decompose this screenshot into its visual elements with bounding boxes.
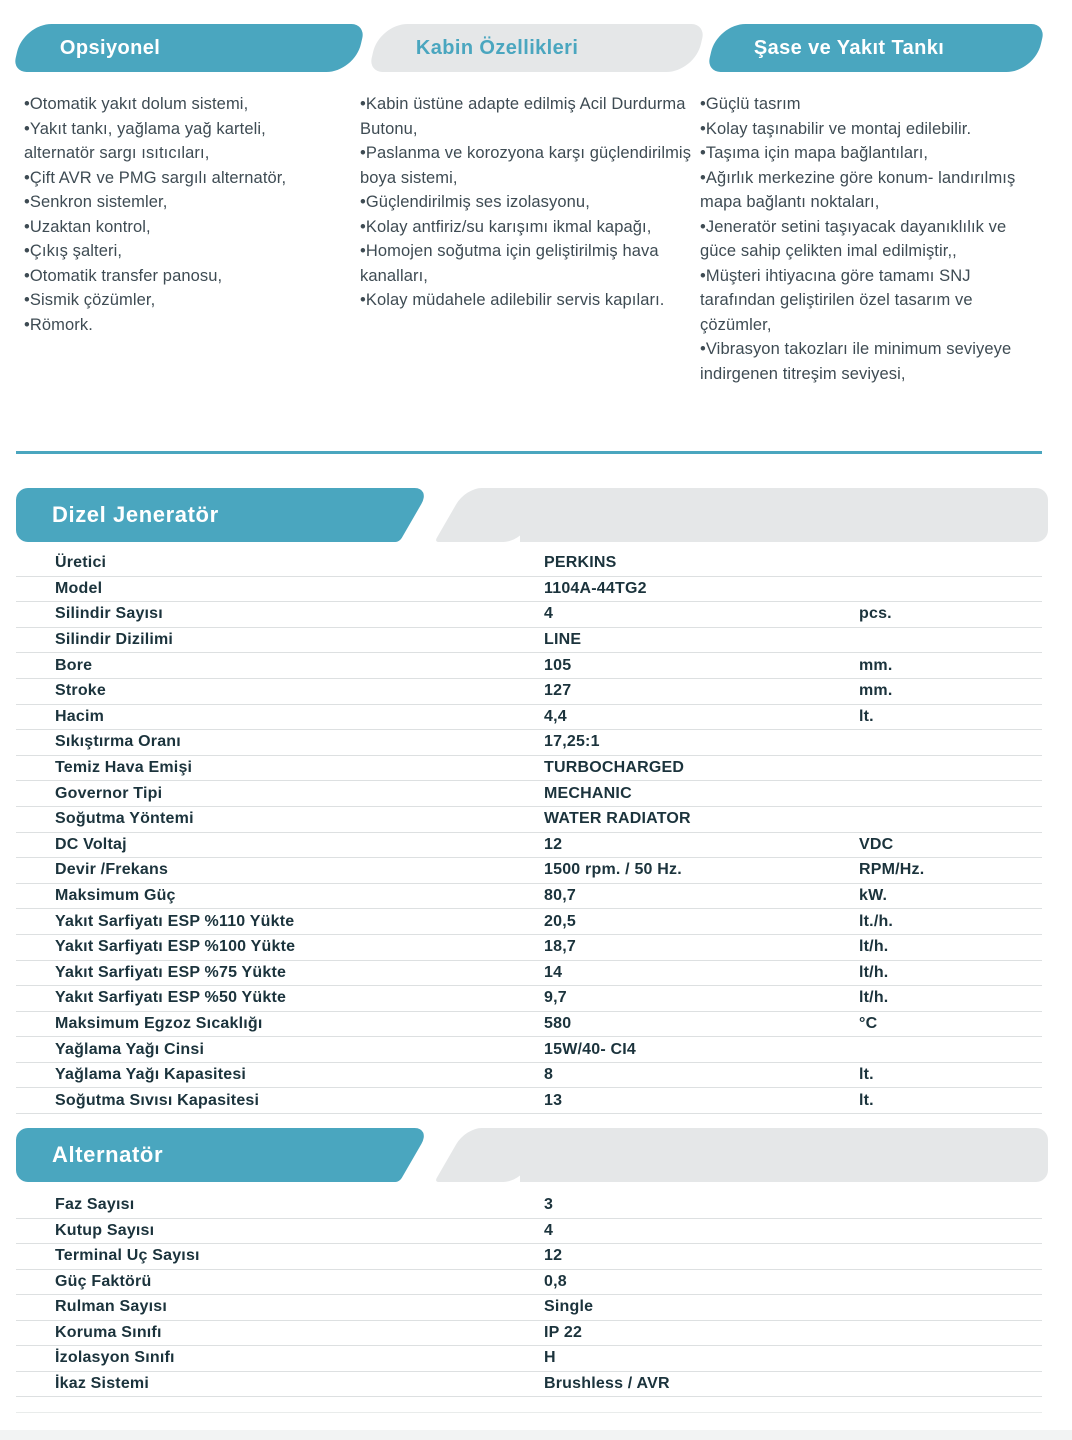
spec-row <box>16 961 1042 987</box>
section-title-alternator: Alternatör <box>52 1142 164 1167</box>
feature-item: •Otomatik transfer panosu, <box>24 266 223 285</box>
spec-label: Yakıt Sarfiyatı ESP %100 Yükte <box>55 938 296 956</box>
tab-sase-ve-yakit-tanki-label: Şase ve Yakıt Tankı <box>754 36 945 59</box>
spec-unit: lt./h. <box>859 912 894 930</box>
spec-label: Üretici <box>55 554 107 572</box>
feature-list-opsiyonel <box>24 92 326 337</box>
spec-value: MECHANIC <box>544 784 632 802</box>
spec-value: 4,4 <box>544 707 567 725</box>
spec-value: Single <box>544 1298 594 1316</box>
spec-value: 13 <box>544 1091 563 1109</box>
spec-value: 0,8 <box>544 1272 567 1290</box>
spec-row <box>16 679 1042 705</box>
feature-item: •Çift AVR ve PMG sargılı alternatör, <box>24 168 287 187</box>
spec-row <box>16 1012 1042 1038</box>
spec-value: 4 <box>544 1221 554 1239</box>
spec-label: Güç Faktörü <box>55 1272 152 1290</box>
spec-value: 1500 rpm. / 50 Hz. <box>544 861 682 879</box>
spec-value: 105 <box>544 656 572 674</box>
spec-unit: °C <box>859 1014 878 1032</box>
section-header-dizel-jenerator <box>0 488 1072 542</box>
spec-unit: pcs. <box>859 605 892 623</box>
spec-label: Yakıt Sarfiyatı ESP %110 Yükte <box>55 912 295 930</box>
spec-value: 4 <box>544 605 554 623</box>
spec-row <box>16 1063 1042 1089</box>
feature-item: •Kolay taşınabilir ve montaj edilebilir. <box>700 119 972 138</box>
feature-item: •Sismik çözümler, <box>24 291 156 309</box>
tab-sase-ve-yakit-tanki <box>706 24 1045 72</box>
section-divider-rule <box>16 451 1042 454</box>
spec-value: 80,7 <box>544 887 576 905</box>
spec-label: Faz Sayısı <box>55 1196 135 1214</box>
tab-opsiyonel <box>12 24 365 72</box>
spec-value: PERKINS <box>544 554 617 572</box>
tab-kabin-ozellikleri-label: Kabin Özellikleri <box>416 36 579 59</box>
spec-label: Bore <box>55 656 93 674</box>
spec-value: WATER RADIATOR <box>544 810 691 828</box>
spec-row <box>16 1244 1042 1270</box>
spec-label: Rulman Sayısı <box>55 1298 167 1316</box>
spec-label: Maksimum Güç <box>55 887 176 905</box>
spec-unit: lt/h. <box>859 963 889 981</box>
spec-value: 12 <box>544 1247 563 1265</box>
feature-item: •Otomatik yakıt dolum sistemi, <box>24 95 249 113</box>
feature-item: •Vibrasyon takozları ile minimum seviyeye indirgenen titreşim seviyesi, <box>700 340 1012 383</box>
spec-unit: lt/h. <box>859 989 889 1007</box>
feature-item: •Taşıma için mapa bağlantıları, <box>700 144 929 162</box>
trailing-divider <box>16 1412 1042 1413</box>
spec-label: Devir /Frekans <box>55 861 169 879</box>
spec-label: İzolasyon Sınıfı <box>55 1349 175 1367</box>
spec-label: Maksimum Egzoz Sıcaklığı <box>55 1014 263 1032</box>
spec-row <box>16 551 1042 577</box>
spec-label: DC Voltaj <box>55 835 127 853</box>
spec-label: Soğutma Sıvısı Kapasitesi <box>55 1091 260 1109</box>
spec-row <box>16 1037 1042 1063</box>
spec-row <box>16 1295 1042 1321</box>
spec-label: Yakıt Sarfiyatı ESP %50 Yükte <box>55 989 287 1007</box>
spec-unit: mm. <box>859 656 893 674</box>
spec-label: Stroke <box>55 682 106 700</box>
feature-list-sase-ve-yakit-tanki <box>700 92 1030 386</box>
spec-row <box>16 884 1042 910</box>
feature-item: •Kolay antfiriz/su karışımı ikmal kapağı, <box>360 217 652 236</box>
spec-unit: VDC <box>859 835 894 853</box>
spec-value: 8 <box>544 1066 554 1084</box>
spec-row <box>16 935 1042 961</box>
spec-label: Silindir Sayısı <box>55 605 163 623</box>
spec-unit: lt/h. <box>859 938 889 956</box>
header-gray-band <box>520 488 1048 542</box>
spec-row <box>16 577 1042 603</box>
feature-item: •Homojen soğutma için geliştirilmiş hava kanalları, <box>360 242 659 285</box>
feature-item: •Jeneratör setini taşıyacak dayanıklılık ve güce sahip çelikten imal edilmiştir,, <box>700 217 1007 260</box>
spec-label: Soğutma Yöntemi <box>55 810 194 828</box>
spec-row <box>16 653 1042 679</box>
spec-label: Sıkıştırma Oranı <box>55 733 181 751</box>
feature-item: •Kabin üstüne adapte edilmiş Acil Durdurma Butonu, <box>360 95 686 138</box>
spec-row <box>16 1193 1042 1219</box>
spec-value: TURBOCHARGED <box>544 759 685 777</box>
feature-item: •Kolay müdahele adilebilir servis kapıları. <box>360 291 665 309</box>
spec-value: 18,7 <box>544 938 576 956</box>
spec-row <box>16 781 1042 807</box>
spec-label: Terminal Uç Sayısı <box>55 1247 200 1265</box>
spec-row <box>16 1321 1042 1347</box>
spec-label: Yakıt Sarfiyatı ESP %75 Yükte <box>55 963 287 981</box>
feature-item: •Ağırlık merkezine göre konum- landırılmış mapa bağlantı noktaları, <box>700 168 1016 211</box>
spec-label: Silindir Dizilimi <box>55 631 174 649</box>
feature-list-kabin-ozellikleri <box>360 92 696 313</box>
feature-item: •Yakıt tankı, yağlama yağ karteli, alternatör sargı ısıtıcıları, <box>24 119 266 162</box>
feature-item: •Güçlendirilmiş ses izolasyonu, <box>360 193 590 211</box>
spec-value: 127 <box>544 682 572 700</box>
feature-item: •Römork. <box>24 315 93 334</box>
spec-row <box>16 1219 1042 1245</box>
spec-value: 580 <box>544 1014 572 1032</box>
spec-row <box>16 833 1042 859</box>
spec-row <box>16 602 1042 628</box>
spec-row <box>16 1372 1042 1398</box>
spec-unit: RPM/Hz. <box>859 861 925 879</box>
spec-label: İkaz Sistemi <box>55 1374 150 1392</box>
spec-value: 17,25:1 <box>544 733 600 751</box>
spec-row <box>16 858 1042 884</box>
spec-value: 14 <box>544 963 563 981</box>
spec-label: Governor Tipi <box>55 784 163 802</box>
spec-label: Yağlama Yağı Cinsi <box>55 1040 205 1058</box>
tab-opsiyonel-label: Opsiyonel <box>60 36 161 59</box>
spec-value: 15W/40- CI4 <box>544 1040 637 1058</box>
spec-row <box>16 730 1042 756</box>
feature-item: •Paslanma ve korozyona karşı güçlendirilmiş boya sistemi, <box>360 144 692 187</box>
spec-value: LINE <box>544 631 582 649</box>
spec-value: 3 <box>544 1196 554 1214</box>
spec-unit: kW. <box>859 887 888 905</box>
spec-row <box>16 628 1042 654</box>
spec-row <box>16 807 1042 833</box>
alternator-spec-table <box>16 1193 1042 1397</box>
feature-item: •Çıkış şalteri, <box>24 242 123 260</box>
tab-kabin-ozellikleri <box>368 24 705 72</box>
spec-row <box>16 705 1042 731</box>
section-title-dizel-jenerator: Dizel Jeneratör <box>52 502 219 527</box>
spec-row <box>16 756 1042 782</box>
spec-row <box>16 1270 1042 1296</box>
spec-label: Kutup Sayısı <box>55 1221 155 1239</box>
feature-item: •Uzaktan kontrol, <box>24 217 151 236</box>
spec-row <box>16 1088 1042 1114</box>
spec-value: Brushless / AVR <box>544 1374 670 1392</box>
spec-row <box>16 1346 1042 1372</box>
spec-value: 20,5 <box>544 912 576 930</box>
spec-label: Yağlama Yağı Kapasitesi <box>55 1066 247 1084</box>
bottom-strip <box>0 1430 1072 1440</box>
header-gray-band <box>520 1128 1048 1182</box>
spec-label: Temiz Hava Emişi <box>55 759 193 777</box>
diesel-spec-table <box>16 551 1042 1114</box>
feature-item: •Müşteri ihtiyacına göre tamamı SNJ tarafından geliştirilen özel tasarım ve çözümler, <box>700 266 973 334</box>
spec-value: 9,7 <box>544 989 567 1007</box>
spec-unit: lt. <box>859 1066 874 1084</box>
spec-label: Hacim <box>55 707 105 725</box>
spec-value: IP 22 <box>544 1323 583 1341</box>
spec-value: 1104A-44TG2 <box>544 579 647 597</box>
spec-unit: lt. <box>859 1091 874 1109</box>
spec-label: Model <box>55 579 103 597</box>
feature-item: •Senkron sistemler, <box>24 193 168 211</box>
spec-unit: lt. <box>859 707 874 725</box>
spec-value: H <box>544 1349 556 1367</box>
spec-row <box>16 986 1042 1012</box>
spec-value: 12 <box>544 835 563 853</box>
spec-label: Koruma Sınıfı <box>55 1323 162 1341</box>
spec-row <box>16 909 1042 935</box>
section-header-alternator <box>0 1128 1072 1182</box>
spec-unit: mm. <box>859 682 893 700</box>
feature-item: •Güçlü tasrım <box>700 95 801 113</box>
